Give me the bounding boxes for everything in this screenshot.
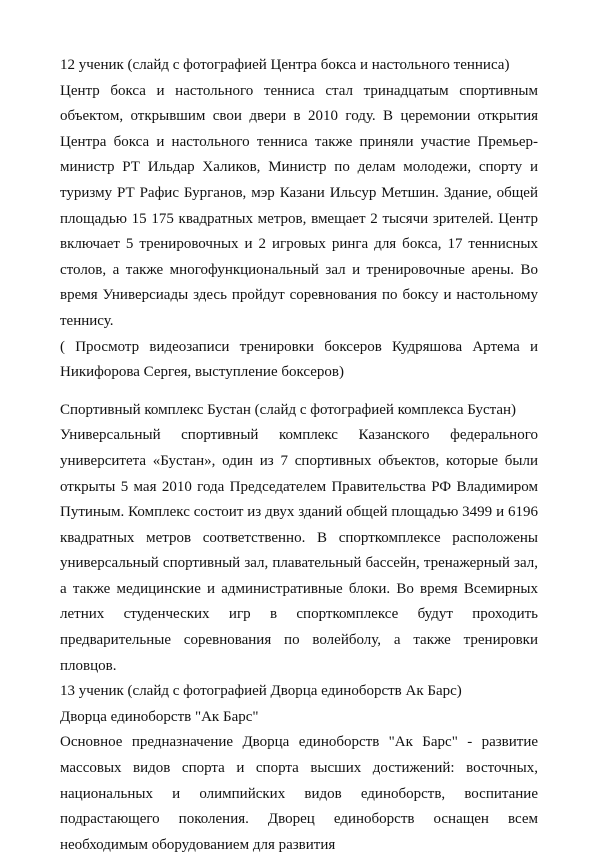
paragraph-student-12-heading: 12 ученик (слайд с фотографией Центра бокса и настольного тенниса): [60, 57, 510, 73]
paragraph-bustan-body: Универсальный спортивный комплекс Казанского федерального университета «Бустан», один из 7 спортивных объектов, которые были открыты 5 мая 2010 года Председателем Правительства РФ Владимиром Путиным. Комплекс состоит из двух зданий общей площадью 3499 и 6196 квадратных метров соответственно. В спорткомплексе расположены универсальный спортивный зал, плавательный бассейн, тренажерный зал, а также медицинские и административные блоки. Во время Всемирных летних студенческих игр в спорткомплексе будут проходить предварительные соревнования по волейболу, а также тренировки пловцов.: [60, 427, 538, 674]
paragraph-student-13-heading: 13 ученик (слайд с фотографией Дворца единоборств Ак Барс): [60, 683, 462, 700]
paragraph-boxing-center: Центр бокса и настольного тенниса стал тринадцатым спортивным объектом, открывшим свои двери в 2010 году. В церемонии открытия Центра бокса и настольного тенниса также приняли участие Премьер-министр РТ Ильдар Халиков, Министр по делам молодежи, спорту и туризму РТ Рафис Бурганов, мэр Казани Ильсур Метшин. Здание, общей площадью 15 175 квадратных метров, вмещает 2 тысячи зрителей. Центр включает 5 тренировочных и 2 игровых ринга для бокса, 17 теннисных столов, а также многофункциональный зал и тренировочные арены. Во время Универсиады здесь пройдут соревнования по боксу и настольному теннису.: [60, 82, 538, 329]
paragraph-video-note: ( Просмотр видеозаписи тренировки боксеров Кудряшова Артема и Никифорова Сергея, выступление боксеров): [60, 338, 538, 381]
document-body: [60, 53, 538, 858]
paragraph-ak-bars-title: Дворца единоборств "Ак Барс": [60, 708, 259, 725]
paragraph-bustan-heading: Спортивный комплекс Бустан (слайд с фотографией комплекса Бустан): [60, 401, 517, 418]
paragraph-ak-bars-body: Основное предназначение Дворца единоборств "Ак Барс" - развитие массовых видов спорта и спорта высших достижений: восточных, национальных и олимпийских видов единоборств, воспитание подрастающего поколения. Дворец единоборств оснащен всем необходимым оборудованием для развития: [60, 734, 538, 853]
